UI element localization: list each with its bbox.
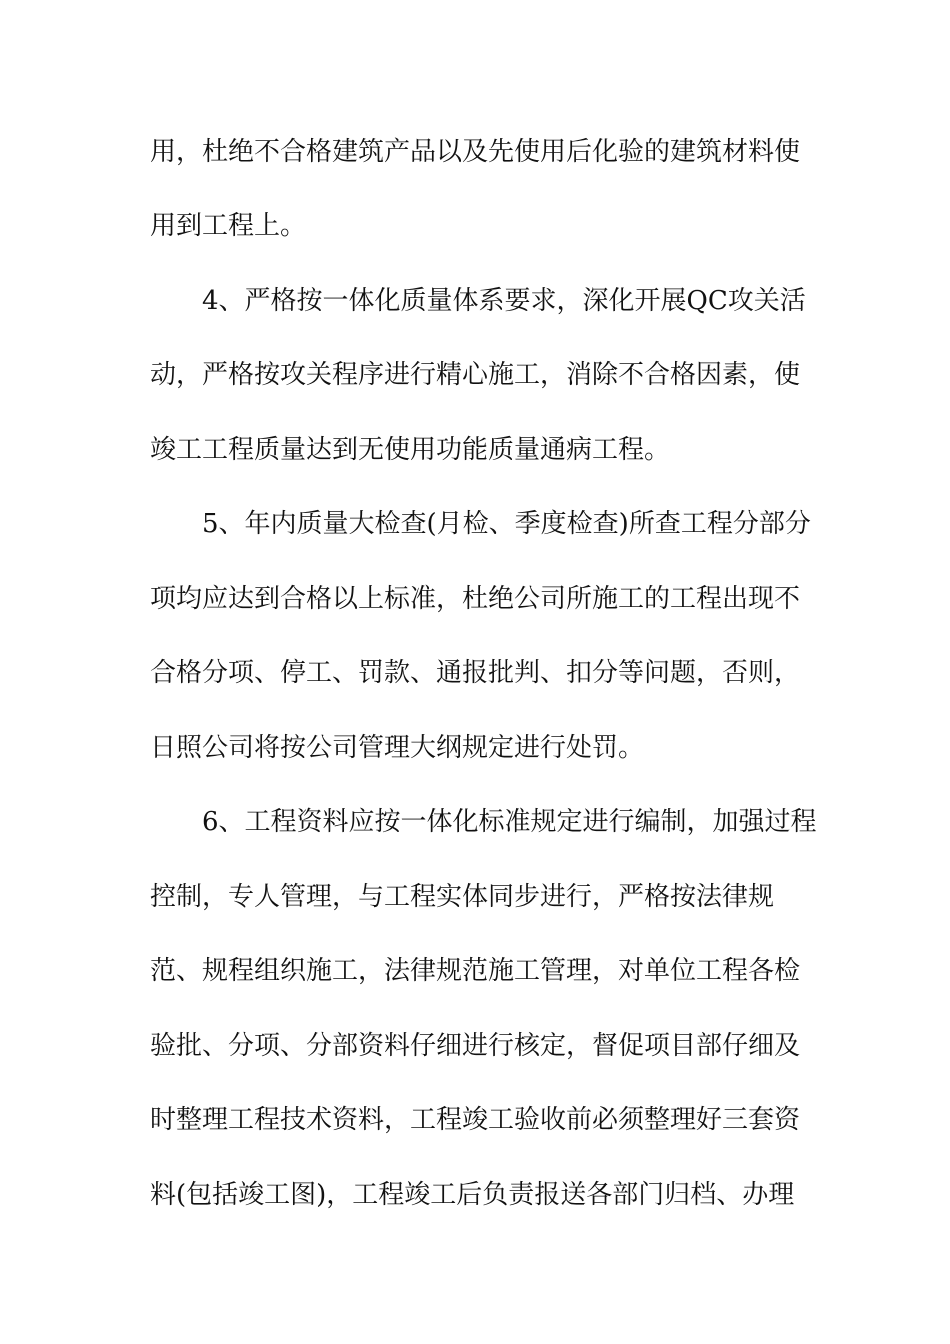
text-line: 时整理工程技术资料，工程竣工验收前必须整理好三套资 xyxy=(150,1105,801,1135)
paragraph-6-start: 6、工程资料应按一体化标准规定进行编制，加强过程 xyxy=(202,807,817,837)
text-line: 日照公司将按公司管理大纲规定进行处罚。 xyxy=(150,733,645,763)
text-line: 竣工工程质量达到无使用功能质量通病工程。 xyxy=(150,435,671,465)
text-line: 料(包括竣工图)，工程竣工后负责报送各部门归档、办理 xyxy=(150,1180,795,1210)
text-line: 动，严格按攻关程序进行精心施工，消除不合格因素，使 xyxy=(150,360,801,390)
text-line: 用到工程上。 xyxy=(150,211,307,241)
text-line: 验批、分项、分部资料仔细进行核定，督促项目部仔细及 xyxy=(150,1031,801,1061)
text-line: 控制，专人管理，与工程实体同步进行，严格按法律规 xyxy=(150,882,775,912)
text-line: 项均应达到合格以上标准，杜绝公司所施工的工程出现不 xyxy=(150,584,801,614)
text-line: 合格分项、停工、罚款、通报批判、扣分等问题，否则， xyxy=(150,658,801,688)
text-line: 用，杜绝不合格建筑产品以及先使用后化验的建筑材料使 xyxy=(150,137,801,167)
paragraph-5-start: 5、年内质量大检查(月检、季度检查)所查工程分部分 xyxy=(202,509,811,539)
text-line: 范、规程组织施工，法律规范施工管理，对单位工程各检 xyxy=(150,956,801,986)
paragraph-4-start: 4、严格按一体化质量体系要求，深化开展QC攻关活 xyxy=(202,286,806,316)
